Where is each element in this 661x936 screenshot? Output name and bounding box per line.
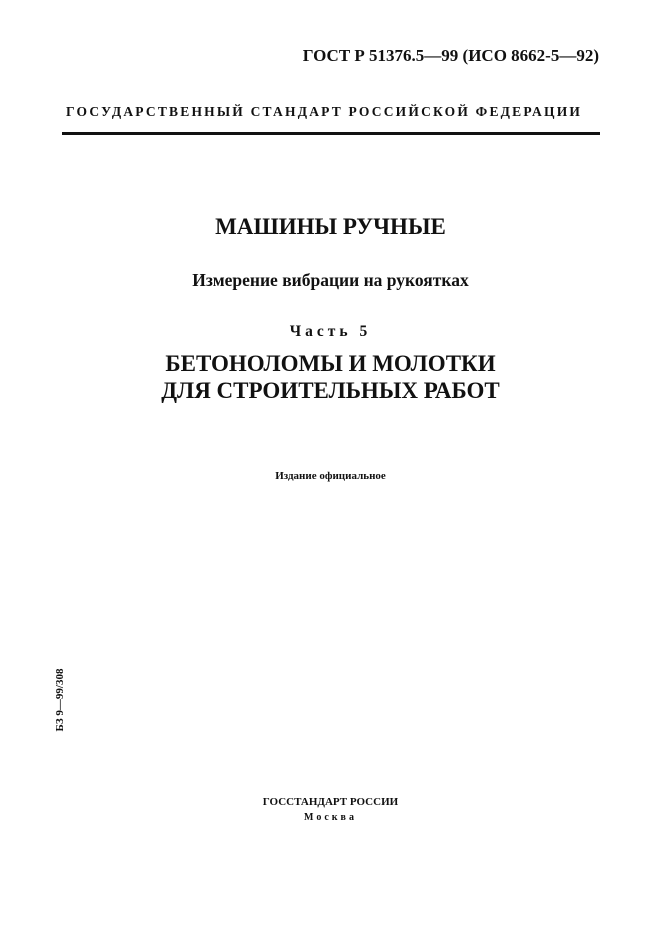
document-subtitle: Измерение вибрации на рукоятках [192, 270, 469, 290]
state-standard-heading: ГОСУДАРСТВЕННЫЙ СТАНДАРТ РОССИЙСКОЙ ФЕДЕРАЦИИ [66, 104, 583, 119]
document-title: МАШИНЫ РУЧНЫЕ [215, 214, 446, 239]
publisher-name: ГОССТАНДАРТ РОССИИ [262, 796, 399, 808]
part-number: Часть 5 [289, 323, 372, 340]
part-title [0, 350, 661, 404]
edition-note: Издание официальное [275, 470, 386, 482]
side-registration-code: БЗ 9—99/308 [54, 668, 66, 732]
part-title-line-2: ДЛЯ СТРОИТЕЛЬНЫХ РАБОТ [161, 378, 500, 403]
standard-designation: ГОСТ Р 51376.5—99 (ИСО 8662-5—92) [302, 46, 599, 65]
part-title-line-1: БЕТОНОЛОМЫ И МОЛОТКИ [165, 351, 496, 376]
header-divider [62, 132, 600, 135]
publisher-city: Москва [304, 812, 357, 823]
